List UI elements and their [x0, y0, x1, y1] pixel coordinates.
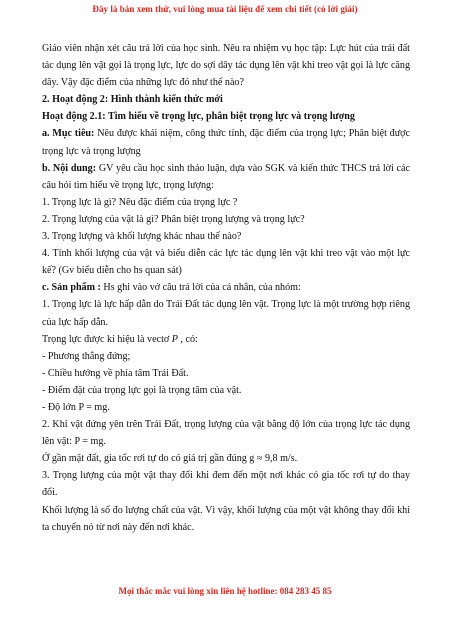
question-1: 1. Trọng lực là gì? Nêu đặc điểm của trọng lực ?	[42, 196, 238, 208]
document-body	[42, 40, 410, 536]
question-4: 4. Tính khối lượng của vật và biểu diễn các lực tác dụng lên vật khi treo vật vào một lực kế? (Gv biểu diễn cho hs quan sát)	[42, 248, 410, 277]
goal-paragraph	[42, 125, 410, 159]
goal-label: a. Mục tiêu:	[42, 128, 95, 140]
activity-title: Hoạt động 2.1: Tìm hiểu về trọng lực, phân biệt trọng lực và trọng lượng	[42, 111, 355, 123]
content-paragraph	[42, 160, 410, 194]
gravity-note: Ở gần mặt đất, gia tốc rơi tự do có giá trị gần đúng g ≈ 9,8 m/s.	[42, 453, 298, 465]
intro-paragraph: Giáo viên nhận xét câu trả lời của học sinh. Nêu ra nhiệm vụ học tập: Lực hút của trái đất tác dụng lên vật gọi là trọng lực, lực do sợi dây tác dụng lên vật khi treo vật gọi là lực căng dây. Vậy đặc điểm của những lực đó như thế nào?	[42, 43, 410, 89]
symbol-line-post: , có:	[177, 333, 198, 345]
hotline-footer: Mọi thắc mắc vui lòng xin liên hệ hotline: 084 283 45 85	[118, 586, 332, 596]
symbol-line	[42, 331, 410, 348]
answer-3: 3. Trọng lượng của một vật thay đổi khi đem đến một nơi khác có gia tốc rơi tự do thay đổi.	[42, 470, 410, 499]
content-label: b. Nội dung:	[42, 162, 97, 174]
property-point: - Điểm đặt của trọng lực gọi là trọng tâm của vật.	[42, 384, 242, 396]
property-direction: - Phương thẳng đứng;	[42, 350, 131, 362]
product-text: Hs ghi vào vở câu trả lời của cá nhân, của nhóm:	[100, 282, 301, 294]
goal-text: Nêu được khái niệm, công thức tính, đặc điểm của trọng lực; Phân biệt được trọng lực và trọng lượng	[42, 128, 411, 157]
answer-2: 2. Khi vật đứng yên trên Trái Đất, trọng lượng của vật bằng độ lớn của trọng lực tác dụng lên vật: P = mg.	[42, 419, 410, 448]
question-2: 2. Trọng lượng của vật là gì? Phân biệt trọng lượng và trọng lực?	[42, 213, 305, 225]
preview-notice-header: Đây là bản xem thử, vui lòng mua tài liệu để xem chi tiết (có lời giải)	[92, 4, 358, 14]
section-title: 2. Hoạt động 2: Hình thành kiến thức mới	[42, 94, 223, 106]
answer-1: 1. Trọng lực là lực hấp dẫn do Trái Đất tác dụng lên vật. Trọng lực là một trường hợp riêng của lực hấp dẫn.	[42, 299, 410, 328]
mass-note: Khối lượng là số đo lượng chất của vật. Vì vậy, khối lượng của một vật không thay đổi khi ta chuyển nó từ nơi này đến nơi khác.	[42, 504, 410, 533]
product-paragraph	[42, 279, 410, 296]
vector-p-symbol: P	[171, 333, 178, 345]
property-magnitude: - Độ lớn P = mg.	[42, 401, 110, 413]
content-text: GV yêu cầu học sinh thảo luận, dựa vào SGK và kiến thức THCS trả lời các câu hỏi tìm hiểu về trọng lực, trọng lượng:	[42, 162, 410, 191]
property-sense: - Chiều hướng về phía tâm Trái Đất.	[42, 367, 189, 379]
question-3: 3. Trọng lượng và khối lượng khác nhau thế nào?	[42, 231, 242, 243]
symbol-line-pre: Trọng lực được kí hiệu là vectơ	[42, 333, 172, 345]
product-label: c. Sản phẩm :	[42, 282, 101, 294]
